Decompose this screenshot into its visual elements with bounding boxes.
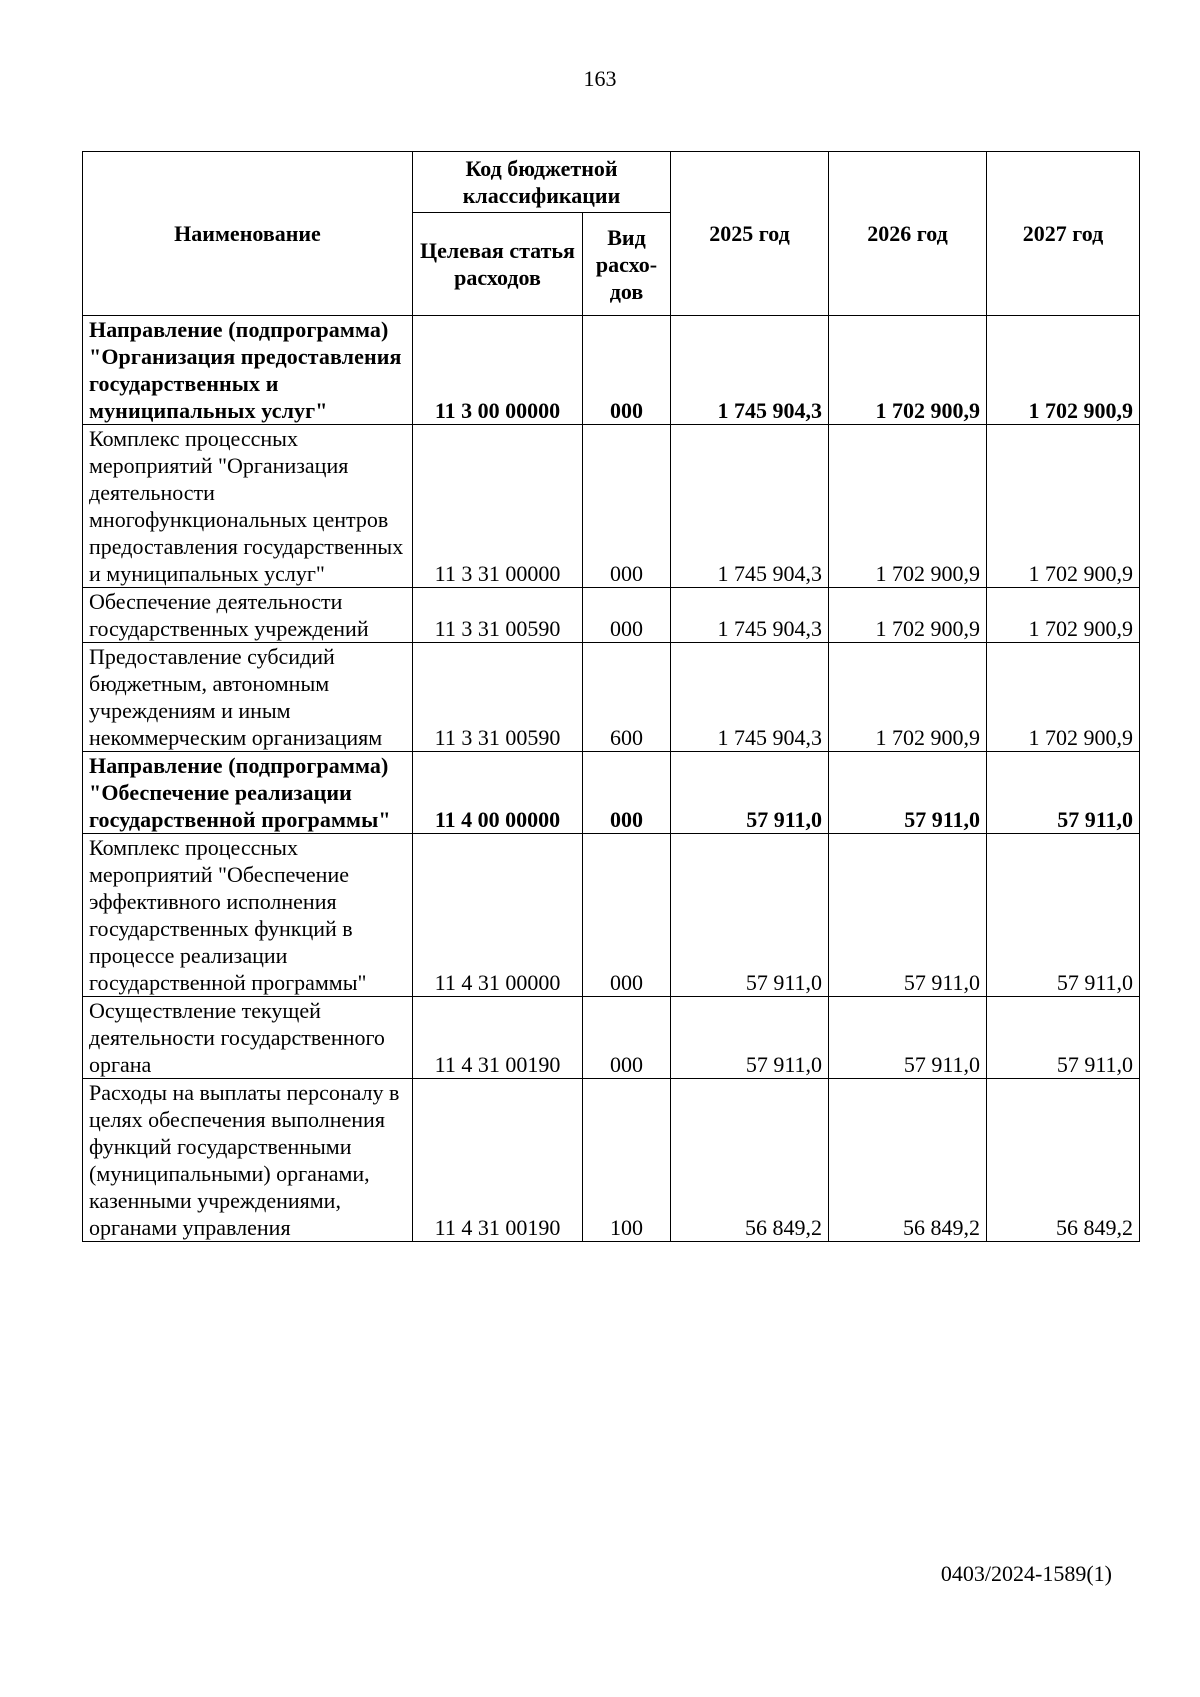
row-name: Обеспечение деятельности государственных учреждений xyxy=(83,588,413,643)
budget-table xyxy=(82,151,1140,1242)
row-value-2025: 1 745 904,3 xyxy=(671,425,829,588)
row-value-2027: 1 702 900,9 xyxy=(987,316,1140,425)
row-name: Направление (подпрограмма) "Обеспечение реализации государственной программы" xyxy=(83,752,413,834)
header-budget-code-group: Код бюджетной классификации xyxy=(413,152,671,213)
table-row xyxy=(83,1079,1140,1242)
row-value-2025: 1 745 904,3 xyxy=(671,588,829,643)
table-header xyxy=(83,152,1140,316)
row-value-2027: 57 911,0 xyxy=(987,834,1140,997)
row-value-2026: 56 849,2 xyxy=(829,1079,987,1242)
row-value-2026: 1 702 900,9 xyxy=(829,643,987,752)
row-name: Осуществление текущей деятельности государственного органа xyxy=(83,997,413,1079)
header-expense-type: Вид расхо-дов xyxy=(583,213,671,316)
row-value-2025: 1 745 904,3 xyxy=(671,643,829,752)
row-expense-type: 000 xyxy=(583,834,671,997)
row-target-article: 11 3 00 00000 xyxy=(413,316,583,425)
row-value-2027: 1 702 900,9 xyxy=(987,425,1140,588)
row-value-2027: 1 702 900,9 xyxy=(987,643,1140,752)
row-value-2026: 1 702 900,9 xyxy=(829,316,987,425)
row-value-2027: 1 702 900,9 xyxy=(987,588,1140,643)
row-expense-type: 000 xyxy=(583,588,671,643)
row-expense-type: 000 xyxy=(583,425,671,588)
header-name: Наименование xyxy=(83,152,413,316)
header-year-2026: 2026 год xyxy=(829,152,987,316)
header-year-2025: 2025 год xyxy=(671,152,829,316)
row-name: Направление (подпрограмма) "Организация предоставления государственных и муниципальных услуг" xyxy=(83,316,413,425)
row-value-2027: 57 911,0 xyxy=(987,752,1140,834)
row-value-2026: 57 911,0 xyxy=(829,997,987,1079)
table-row xyxy=(83,834,1140,997)
row-name: Комплекс процессных мероприятий "Обеспечение эффективного исполнения государственных функций в процессе реализации государственной программы" xyxy=(83,834,413,997)
row-value-2026: 57 911,0 xyxy=(829,752,987,834)
table-body xyxy=(83,316,1140,1242)
row-expense-type: 000 xyxy=(583,997,671,1079)
row-target-article: 11 3 31 00000 xyxy=(413,425,583,588)
row-name: Комплекс процессных мероприятий "Организация деятельности многофункциональных центров предоставления государственных и муниципальных услуг" xyxy=(83,425,413,588)
row-value-2026: 1 702 900,9 xyxy=(829,425,987,588)
row-expense-type: 000 xyxy=(583,752,671,834)
row-value-2027: 57 911,0 xyxy=(987,997,1140,1079)
page-number: 163 xyxy=(583,66,617,91)
row-value-2025: 1 745 904,3 xyxy=(671,316,829,425)
row-value-2025: 57 911,0 xyxy=(671,752,829,834)
row-expense-type: 000 xyxy=(583,316,671,425)
header-target-article: Целевая статья расходов xyxy=(413,213,583,316)
row-value-2026: 57 911,0 xyxy=(829,834,987,997)
table-row xyxy=(83,997,1140,1079)
row-value-2025: 56 849,2 xyxy=(671,1079,829,1242)
row-target-article: 11 4 31 00190 xyxy=(413,1079,583,1242)
row-target-article: 11 3 31 00590 xyxy=(413,643,583,752)
table-row xyxy=(83,588,1140,643)
table-row xyxy=(83,425,1140,588)
row-target-article: 11 3 31 00590 xyxy=(413,588,583,643)
row-target-article: 11 4 31 00000 xyxy=(413,834,583,997)
table-row xyxy=(83,643,1140,752)
row-target-article: 11 4 31 00190 xyxy=(413,997,583,1079)
row-name: Предоставление субсидий бюджетным, автономным учреждениям и иным некоммерческим организациям xyxy=(83,643,413,752)
row-value-2027: 56 849,2 xyxy=(987,1079,1140,1242)
table-row xyxy=(83,316,1140,425)
row-value-2025: 57 911,0 xyxy=(671,997,829,1079)
table-row xyxy=(83,752,1140,834)
row-target-article: 11 4 00 00000 xyxy=(413,752,583,834)
row-name: Расходы на выплаты персоналу в целях обеспечения выполнения функций государственными (муниципальными) органами, казенными учреждениями, органами управления xyxy=(83,1079,413,1242)
row-expense-type: 100 xyxy=(583,1079,671,1242)
header-year-2027: 2027 год xyxy=(987,152,1140,316)
row-expense-type: 600 xyxy=(583,643,671,752)
row-value-2026: 1 702 900,9 xyxy=(829,588,987,643)
document-code: 0403/2024-1589(1) xyxy=(940,1561,1112,1586)
row-value-2025: 57 911,0 xyxy=(671,834,829,997)
